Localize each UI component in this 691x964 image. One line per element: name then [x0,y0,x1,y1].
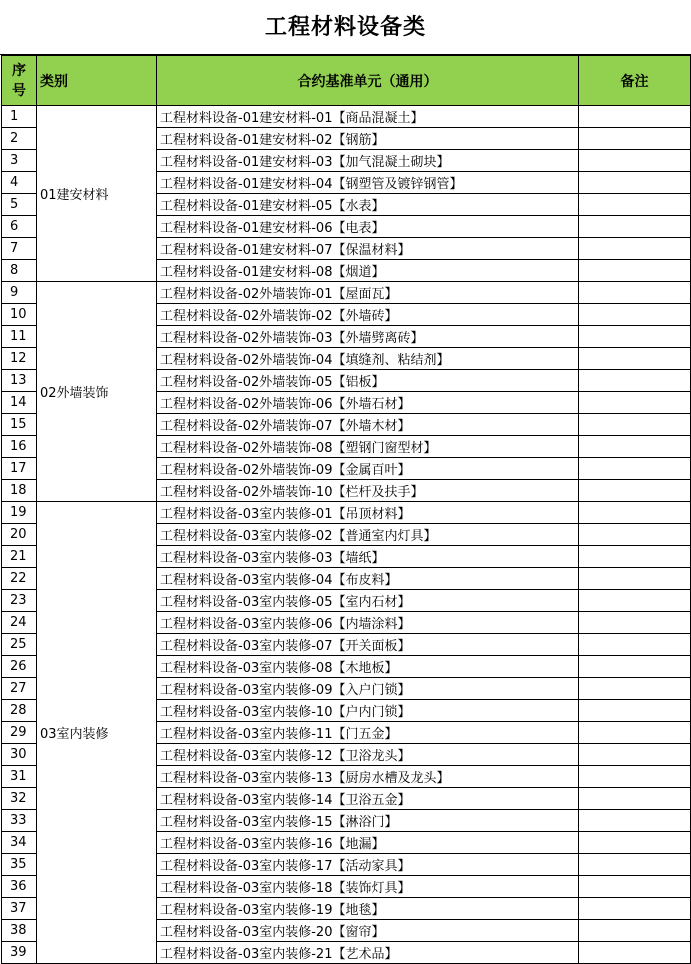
row-index: 26 [2,656,37,678]
note-cell [579,150,691,172]
unit-cell: 工程材料设备-01建安材料-07【保温材料】 [157,238,579,260]
note-cell [579,194,691,216]
note-cell [579,216,691,238]
materials-table [1,55,691,964]
row-index: 30 [2,744,37,766]
unit-cell: 工程材料设备-03室内装修-08【木地板】 [157,656,579,678]
note-cell [579,898,691,920]
note-cell [579,480,691,502]
unit-cell: 工程材料设备-01建安材料-05【水表】 [157,194,579,216]
unit-cell: 工程材料设备-03室内装修-04【布皮料】 [157,568,579,590]
row-index: 5 [2,194,37,216]
note-cell [579,744,691,766]
row-index: 36 [2,876,37,898]
unit-cell: 工程材料设备-03室内装修-06【内墙涂料】 [157,612,579,634]
row-index: 24 [2,612,37,634]
note-cell [579,678,691,700]
note-cell [579,502,691,524]
unit-cell: 工程材料设备-03室内装修-15【淋浴门】 [157,810,579,832]
note-cell [579,260,691,282]
unit-cell: 工程材料设备-03室内装修-21【艺术品】 [157,942,579,964]
unit-cell: 工程材料设备-03室内装修-19【地毯】 [157,898,579,920]
unit-cell: 工程材料设备-02外墙装饰-08【塑钢门窗型材】 [157,436,579,458]
unit-cell: 工程材料设备-02外墙装饰-04【填缝剂、粘结剂】 [157,348,579,370]
unit-cell: 工程材料设备-03室内装修-03【墙纸】 [157,546,579,568]
note-cell [579,458,691,480]
header-category: 类别 [37,56,157,106]
row-index: 28 [2,700,37,722]
row-index: 33 [2,810,37,832]
note-cell [579,392,691,414]
note-cell [579,282,691,304]
unit-cell: 工程材料设备-01建安材料-04【钢塑管及镀锌钢管】 [157,172,579,194]
row-index: 16 [2,436,37,458]
note-cell [579,590,691,612]
note-cell [579,788,691,810]
row-index: 38 [2,920,37,942]
unit-cell: 工程材料设备-03室内装修-11【门五金】 [157,722,579,744]
unit-cell: 工程材料设备-03室内装修-17【活动家具】 [157,854,579,876]
row-index: 23 [2,590,37,612]
row-index: 1 [2,106,37,128]
note-cell [579,304,691,326]
row-index: 29 [2,722,37,744]
category-cell: 02外墙装饰 [37,282,157,502]
note-cell [579,920,691,942]
row-index: 17 [2,458,37,480]
unit-cell: 工程材料设备-01建安材料-02【钢筋】 [157,128,579,150]
note-cell [579,414,691,436]
note-cell [579,238,691,260]
row-index: 31 [2,766,37,788]
note-cell [579,832,691,854]
unit-cell: 工程材料设备-01建安材料-03【加气混凝土砌块】 [157,150,579,172]
category-cell: 01建安材料 [37,106,157,282]
row-index: 37 [2,898,37,920]
row-index: 32 [2,788,37,810]
note-cell [579,810,691,832]
note-cell [579,106,691,128]
table-row [2,282,691,304]
unit-cell: 工程材料设备-03室内装修-02【普通室内灯具】 [157,524,579,546]
unit-cell: 工程材料设备-01建安材料-06【电表】 [157,216,579,238]
unit-cell: 工程材料设备-03室内装修-01【吊顶材料】 [157,502,579,524]
row-index: 18 [2,480,37,502]
row-index: 2 [2,128,37,150]
unit-cell: 工程材料设备-02外墙装饰-09【金属百叶】 [157,458,579,480]
note-cell [579,326,691,348]
note-cell [579,854,691,876]
row-index: 39 [2,942,37,964]
row-index: 20 [2,524,37,546]
table-header-row [2,56,691,106]
row-index: 3 [2,150,37,172]
unit-cell: 工程材料设备-03室内装修-20【窗帘】 [157,920,579,942]
unit-cell: 工程材料设备-03室内装修-14【卫浴五金】 [157,788,579,810]
unit-cell: 工程材料设备-01建安材料-01【商品混凝土】 [157,106,579,128]
unit-cell: 工程材料设备-01建安材料-08【烟道】 [157,260,579,282]
unit-cell: 工程材料设备-02外墙装饰-03【外墙劈离砖】 [157,326,579,348]
row-index: 11 [2,326,37,348]
row-index: 19 [2,502,37,524]
row-index: 21 [2,546,37,568]
note-cell [579,370,691,392]
row-index: 25 [2,634,37,656]
row-index: 6 [2,216,37,238]
note-cell [579,942,691,964]
unit-cell: 工程材料设备-03室内装修-07【开关面板】 [157,634,579,656]
note-cell [579,524,691,546]
row-index: 8 [2,260,37,282]
unit-cell: 工程材料设备-03室内装修-12【卫浴龙头】 [157,744,579,766]
category-cell: 03室内装修 [37,502,157,964]
note-cell [579,568,691,590]
note-cell [579,612,691,634]
row-index: 15 [2,414,37,436]
note-cell [579,546,691,568]
note-cell [579,436,691,458]
note-cell [579,766,691,788]
table-body [2,106,691,964]
unit-cell: 工程材料设备-02外墙装饰-05【铝板】 [157,370,579,392]
note-cell [579,348,691,370]
unit-cell: 工程材料设备-02外墙装饰-01【屋面瓦】 [157,282,579,304]
row-index: 14 [2,392,37,414]
note-cell [579,876,691,898]
header-index [2,56,37,106]
note-cell [579,128,691,150]
note-cell [579,722,691,744]
unit-cell: 工程材料设备-02外墙装饰-06【外墙石材】 [157,392,579,414]
row-index: 9 [2,282,37,304]
unit-cell: 工程材料设备-03室内装修-18【装饰灯具】 [157,876,579,898]
row-index: 13 [2,370,37,392]
row-index: 35 [2,854,37,876]
note-cell [579,700,691,722]
row-index: 4 [2,172,37,194]
row-index: 10 [2,304,37,326]
note-cell [579,172,691,194]
row-index: 12 [2,348,37,370]
unit-cell: 工程材料设备-03室内装修-09【入户门锁】 [157,678,579,700]
table-row [2,502,691,524]
row-index: 34 [2,832,37,854]
unit-cell: 工程材料设备-03室内装修-16【地漏】 [157,832,579,854]
note-cell [579,634,691,656]
unit-cell: 工程材料设备-03室内装修-10【户内门锁】 [157,700,579,722]
row-index: 22 [2,568,37,590]
row-index: 7 [2,238,37,260]
unit-cell: 工程材料设备-02外墙装饰-07【外墙木材】 [157,414,579,436]
header-note: 备注 [579,56,691,106]
note-cell [579,656,691,678]
page-title: 工程材料设备类 [0,0,691,55]
unit-cell: 工程材料设备-03室内装修-05【室内石材】 [157,590,579,612]
unit-cell: 工程材料设备-03室内装修-13【厨房水槽及龙头】 [157,766,579,788]
table-row [2,106,691,128]
unit-cell: 工程材料设备-02外墙装饰-10【栏杆及扶手】 [157,480,579,502]
header-index-label: 序 号 [12,62,26,99]
header-unit: 合约基准单元（通用） [157,56,579,106]
row-index: 27 [2,678,37,700]
unit-cell: 工程材料设备-02外墙装饰-02【外墙砖】 [157,304,579,326]
